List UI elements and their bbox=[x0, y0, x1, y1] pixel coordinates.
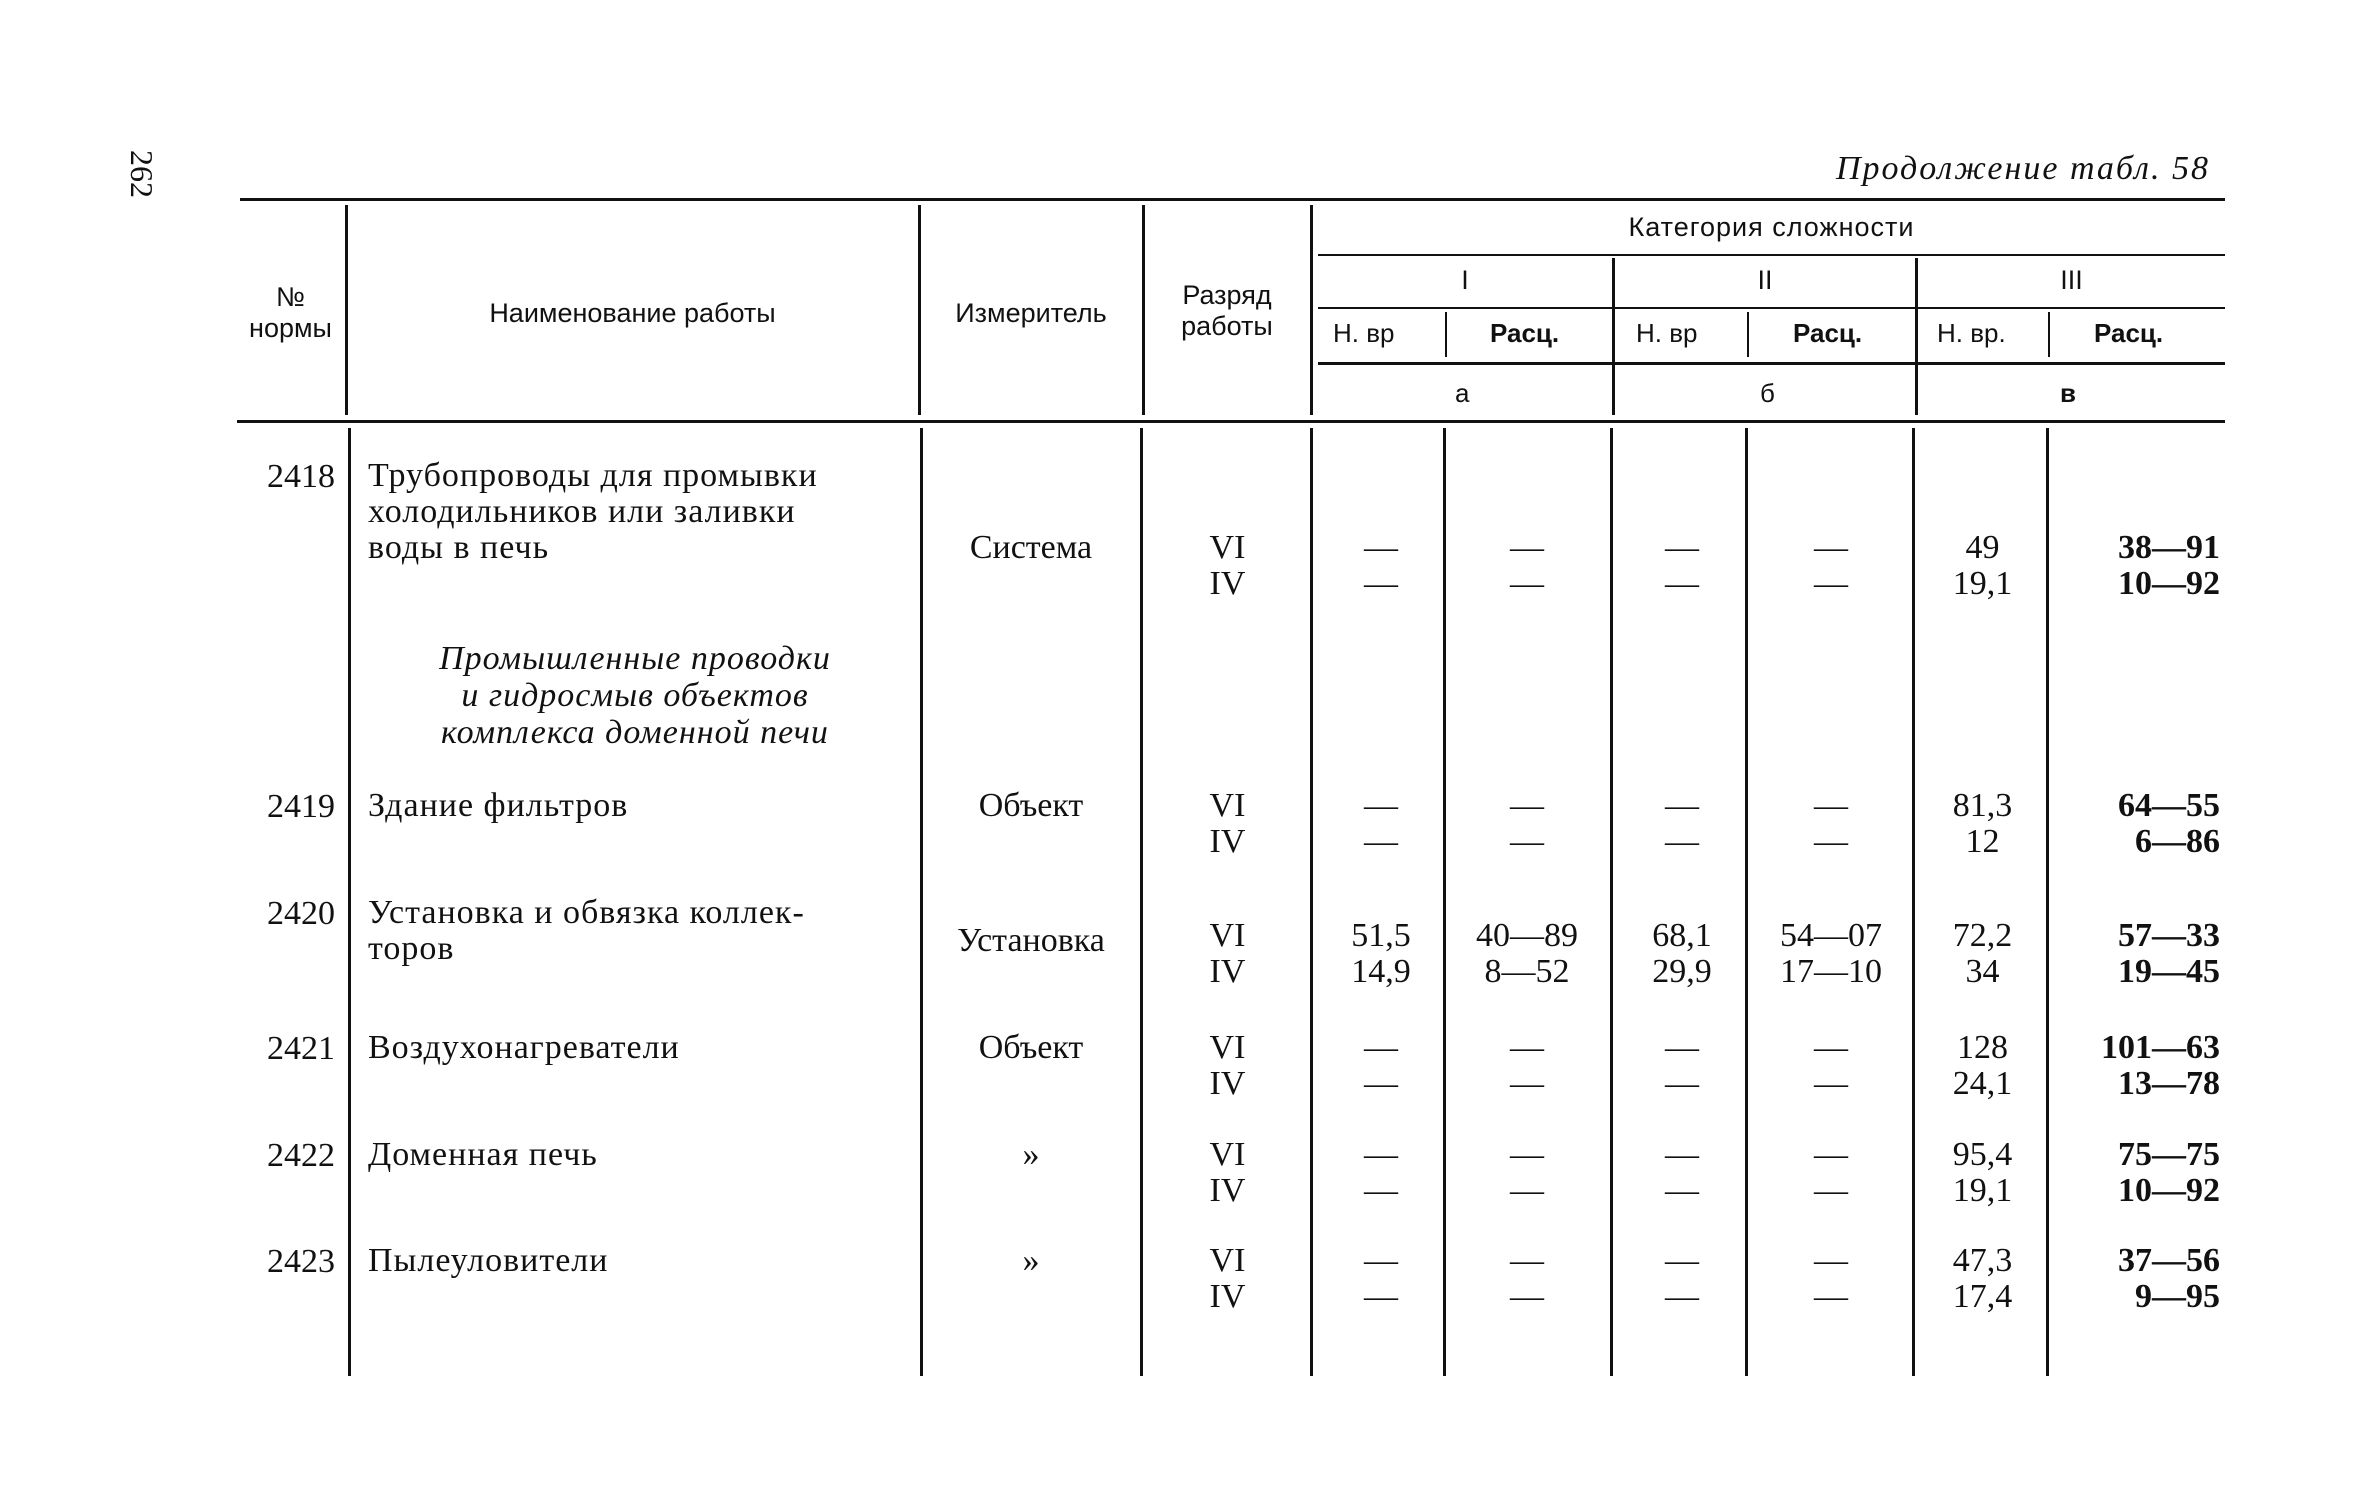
vrule-body-meter bbox=[1140, 428, 1143, 1376]
row-nvr-III: 81,3 12 bbox=[1952, 787, 2013, 860]
header-nvr-II: Н. вр bbox=[1636, 318, 1698, 348]
row-nvr-II: — — bbox=[1665, 1242, 1699, 1315]
row-meter: » bbox=[1022, 1136, 1040, 1173]
row-rasc-I: — — bbox=[1510, 787, 1544, 860]
row-nvr-III: 47,3 17,4 bbox=[1952, 1242, 2013, 1315]
vrule-sub-1 bbox=[1445, 312, 1447, 357]
row-rasc-III: 101—63 13—78 bbox=[2101, 1029, 2220, 1102]
row-rasc-III: 64—55 6—86 bbox=[2118, 787, 2220, 860]
row-grade: VI IV bbox=[1209, 787, 1246, 860]
header-rasc-II: Расц. bbox=[1793, 318, 1863, 348]
header-cat-II: II bbox=[1757, 265, 1773, 295]
vrule-body-r1 bbox=[1610, 428, 1613, 1376]
vrule-body-r2 bbox=[1912, 428, 1915, 1376]
vrule-sub-2 bbox=[1747, 312, 1749, 357]
header-num: № нормы bbox=[249, 282, 332, 343]
row-meter: Система bbox=[969, 529, 1093, 566]
row-rasc-I: — — bbox=[1510, 529, 1544, 602]
row-number: 2419 bbox=[267, 788, 335, 825]
header-grade: Разряд работы bbox=[1181, 280, 1273, 341]
row-nvr-I: 51,5 14,9 bbox=[1351, 917, 1411, 990]
row-rasc-I: — — bbox=[1510, 1242, 1544, 1315]
vrule-body-num bbox=[348, 428, 351, 1376]
row-rasc-III: 57—33 19—45 bbox=[2118, 917, 2220, 990]
vrule-grade bbox=[1310, 205, 1313, 415]
table-continuation-caption: Продолжение табл. 58 bbox=[1835, 150, 2210, 187]
row-rasc-III: 75—75 10—92 bbox=[2118, 1136, 2220, 1209]
row-grade: VI IV bbox=[1209, 529, 1246, 602]
row-work-name: Установка и обвязка коллек- торов bbox=[368, 894, 805, 967]
header-meter: Измеритель bbox=[955, 298, 1107, 328]
row-work-name: Доменная печь bbox=[368, 1136, 598, 1173]
header-letter-v: в bbox=[2060, 378, 2076, 408]
row-meter: Объект bbox=[978, 787, 1084, 824]
header-rasc-I: Расц. bbox=[1490, 318, 1560, 348]
category-rule bbox=[1318, 254, 2225, 256]
row-nvr-II: — — bbox=[1665, 1136, 1699, 1209]
vrule-body-name bbox=[920, 428, 923, 1376]
header-cat-III: III bbox=[2060, 265, 2083, 295]
header-nvr-I: Н. вр bbox=[1333, 318, 1395, 348]
row-nvr-III: 49 19,1 bbox=[1952, 529, 2013, 602]
header-category: Категория сложности bbox=[1628, 212, 1915, 242]
row-nvr-II: 68,1 29,9 bbox=[1652, 917, 1712, 990]
row-nvr-I: — — bbox=[1364, 529, 1398, 602]
row-number: 2422 bbox=[267, 1137, 335, 1174]
row-nvr-I: — — bbox=[1364, 1029, 1398, 1102]
row-work-name: Пылеуловители bbox=[368, 1242, 609, 1279]
vrule-body-nvr1 bbox=[1443, 428, 1446, 1376]
row-number: 2423 bbox=[267, 1243, 335, 1280]
row-nvr-I: — — bbox=[1364, 1136, 1398, 1209]
vrule-body-nvr2 bbox=[1745, 428, 1748, 1376]
row-number: 2421 bbox=[267, 1030, 335, 1067]
row-rasc-I: 40—89 8—52 bbox=[1476, 917, 1578, 990]
row-rasc-III: 38—91 10—92 bbox=[2118, 529, 2220, 602]
row-meter: Объект bbox=[978, 1029, 1084, 1066]
vrule-name bbox=[918, 205, 921, 415]
header-nvr-III: Н. вр. bbox=[1937, 318, 2006, 348]
row-work-name: Трубопроводы для промывки холодильников или заливки воды в печь bbox=[368, 457, 818, 566]
row-meter: Установка bbox=[957, 922, 1105, 959]
row-nvr-II: — — bbox=[1665, 1029, 1699, 1102]
row-number: 2418 bbox=[267, 458, 335, 495]
row-nvr-III: 95,4 19,1 bbox=[1952, 1136, 2013, 1209]
vrule-sub-3 bbox=[2048, 312, 2050, 357]
row-grade: VI IV bbox=[1209, 1029, 1246, 1102]
header-cat-I: I bbox=[1461, 265, 1469, 295]
row-number: 2420 bbox=[267, 895, 335, 932]
row-grade: VI IV bbox=[1209, 917, 1246, 990]
row-rasc-I: — — bbox=[1510, 1136, 1544, 1209]
row-rasc-II: — — bbox=[1814, 1136, 1848, 1209]
header-name: Наименование работы bbox=[489, 298, 776, 328]
row-grade: VI IV bbox=[1209, 1136, 1246, 1209]
vrule-body-nvr3 bbox=[2046, 428, 2049, 1376]
row-work-name: Воздухонагреватели bbox=[368, 1029, 680, 1066]
row-work-name: Здание фильтров bbox=[368, 787, 629, 824]
top-rule bbox=[240, 198, 2225, 201]
header-letter-b: б bbox=[1760, 378, 1775, 408]
row-rasc-II: — — bbox=[1814, 1029, 1848, 1102]
row-rasc-II: — — bbox=[1814, 529, 1848, 602]
row-rasc-II: — — bbox=[1814, 1242, 1848, 1315]
row-nvr-I: — — bbox=[1364, 1242, 1398, 1315]
page-number: 262 bbox=[124, 150, 160, 198]
row-rasc-II: — — bbox=[1814, 787, 1848, 860]
vrule-body-grade bbox=[1310, 428, 1313, 1376]
header-rasc-III: Расц. bbox=[2094, 318, 2164, 348]
row-meter: » bbox=[1022, 1242, 1040, 1279]
section-title: Промышленные проводки и гидросмыв объектов комплекса доменной печи bbox=[439, 640, 831, 751]
row-rasc-III: 37—56 9—95 bbox=[2118, 1242, 2220, 1315]
row-nvr-II: — — bbox=[1665, 529, 1699, 602]
row-nvr-III: 72,2 34 bbox=[1952, 917, 2013, 990]
vrule-num bbox=[345, 205, 348, 415]
row-nvr-III: 128 24,1 bbox=[1952, 1029, 2013, 1102]
nvr-rule bbox=[1318, 362, 2225, 365]
row-rasc-II: 54—07 17—10 bbox=[1780, 917, 1882, 990]
header-bottom-rule bbox=[237, 420, 2225, 423]
row-grade: VI IV bbox=[1209, 1242, 1246, 1315]
subcategory-rule bbox=[1318, 307, 2225, 309]
vrule-meter bbox=[1142, 205, 1145, 415]
row-rasc-I: — — bbox=[1510, 1029, 1544, 1102]
row-nvr-I: — — bbox=[1364, 787, 1398, 860]
row-nvr-II: — — bbox=[1665, 787, 1699, 860]
header-letter-a: а bbox=[1455, 378, 1470, 408]
